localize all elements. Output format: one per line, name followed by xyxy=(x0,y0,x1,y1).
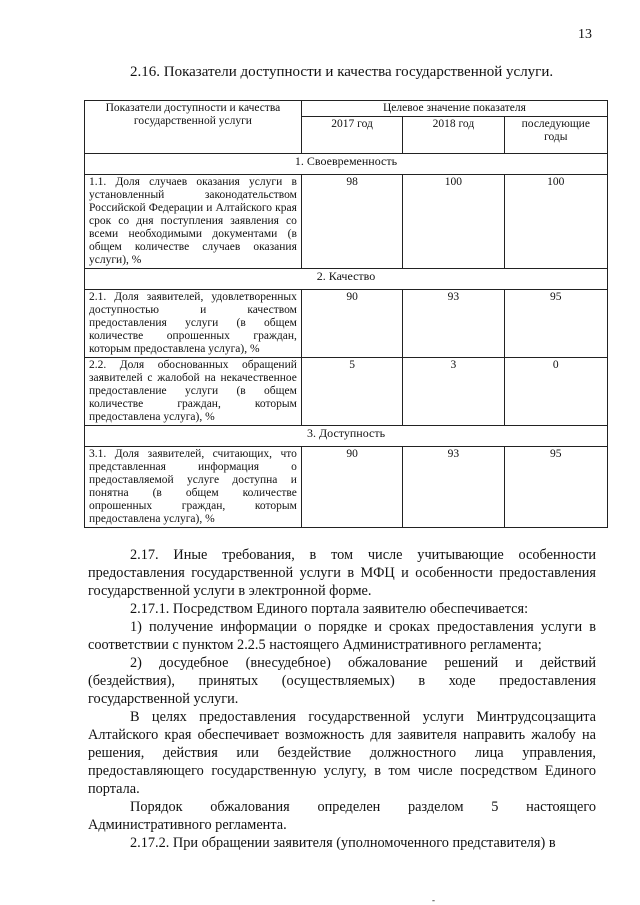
paragraph-appeal-order: Порядок обжалования определен разделом 5 настоящего Административного регламента. xyxy=(88,799,596,833)
indicator-label: 2.1. Доля заявителей, удовлетворенных доступностью и качеством предоставления услуги (в общем количестве опрошенных граждан, которым предоставлена услуга), % xyxy=(85,290,302,358)
indicators-table xyxy=(84,100,608,528)
value-subsequent: 0 xyxy=(504,358,607,426)
value-subsequent: 95 xyxy=(504,447,607,528)
value-2018: 100 xyxy=(403,175,504,269)
value-2018: 93 xyxy=(403,447,504,528)
paragraph-item-2: 2) досудебное (внесудебное) обжалование решений и действий (бездействия), принятых (осуществляемых) в ходе предоставления государственной услуги. xyxy=(88,655,596,707)
body-text xyxy=(88,546,596,852)
table-row xyxy=(85,290,608,358)
header-indicator-column: Показатели доступности и качества государственной услуги xyxy=(85,101,302,154)
header-target-value: Целевое значение показателя xyxy=(301,101,607,117)
group-title-accessibility: 3. Доступность xyxy=(85,426,608,447)
value-2017: 98 xyxy=(301,175,402,269)
paragraph-item-1: 1) получение информации о порядке и сроках предоставления услуги в соответствии с пунктом 2.2.5 настоящего Административного регламента; xyxy=(88,619,596,653)
indicator-label: 2.2. Доля обоснованных обращений заявителей с жалобой на некачественное предоставление услуги (в общем количестве граждан, которым предоставлена услуга), % xyxy=(85,358,302,426)
value-2018: 3 xyxy=(403,358,504,426)
value-2017: 90 xyxy=(301,290,402,358)
value-2017: 5 xyxy=(301,358,402,426)
table-row xyxy=(85,358,608,426)
value-2018: 93 xyxy=(403,290,504,358)
indicator-label: 3.1. Доля заявителей, считающих, что представленная информация о предоставляемой услуге доступна и понятна (в общем количестве опрошенных граждан, которым предоставлена услуга), % xyxy=(85,447,302,528)
page-number: 13 xyxy=(578,27,592,42)
paragraph-2-17: 2.17. Иные требования, в том числе учитывающие особенности предоставления государственной услуги в МФЦ и особенности предоставления государственной услуги в электронной форме. xyxy=(88,547,596,599)
section-heading: 2.16. Показатели доступности и качества государственной услуги. xyxy=(130,64,554,80)
paragraph-2-17-2: 2.17.2. При обращении заявителя (уполномоченного представителя) в xyxy=(130,835,556,851)
group-title-timeliness: 1. Своевременность xyxy=(85,154,608,175)
header-year-2018: 2018 год xyxy=(403,117,504,154)
footer-mark: - xyxy=(432,895,435,905)
table-row xyxy=(85,175,608,269)
header-year-subsequent: последующие годы xyxy=(504,117,607,154)
paragraph-complaint: В целях предоставления государственной услуги Минтрудсоцзащита Алтайского края обеспечивает возможность для заявителя направить жалобу на решения, действия или бездействие должностного лица управления, предоставляющего государственную услугу, в том числе посредством Единого портала. xyxy=(88,709,596,797)
group-title-quality: 2. Качество xyxy=(85,269,608,290)
value-subsequent: 100 xyxy=(504,175,607,269)
header-year-2017: 2017 год xyxy=(301,117,402,154)
indicator-label: 1.1. Доля случаев оказания услуги в установленный законодательством Российской Федерации и Алтайского края срок со дня поступления заявления со всеми необходимыми документами (в общем количестве случаев оказания услуги), % xyxy=(85,175,302,269)
table-row xyxy=(85,447,608,528)
paragraph-2-17-1: 2.17.1. Посредством Единого портала заявителю обеспечивается: xyxy=(130,601,529,617)
value-subsequent: 95 xyxy=(504,290,607,358)
value-2017: 90 xyxy=(301,447,402,528)
